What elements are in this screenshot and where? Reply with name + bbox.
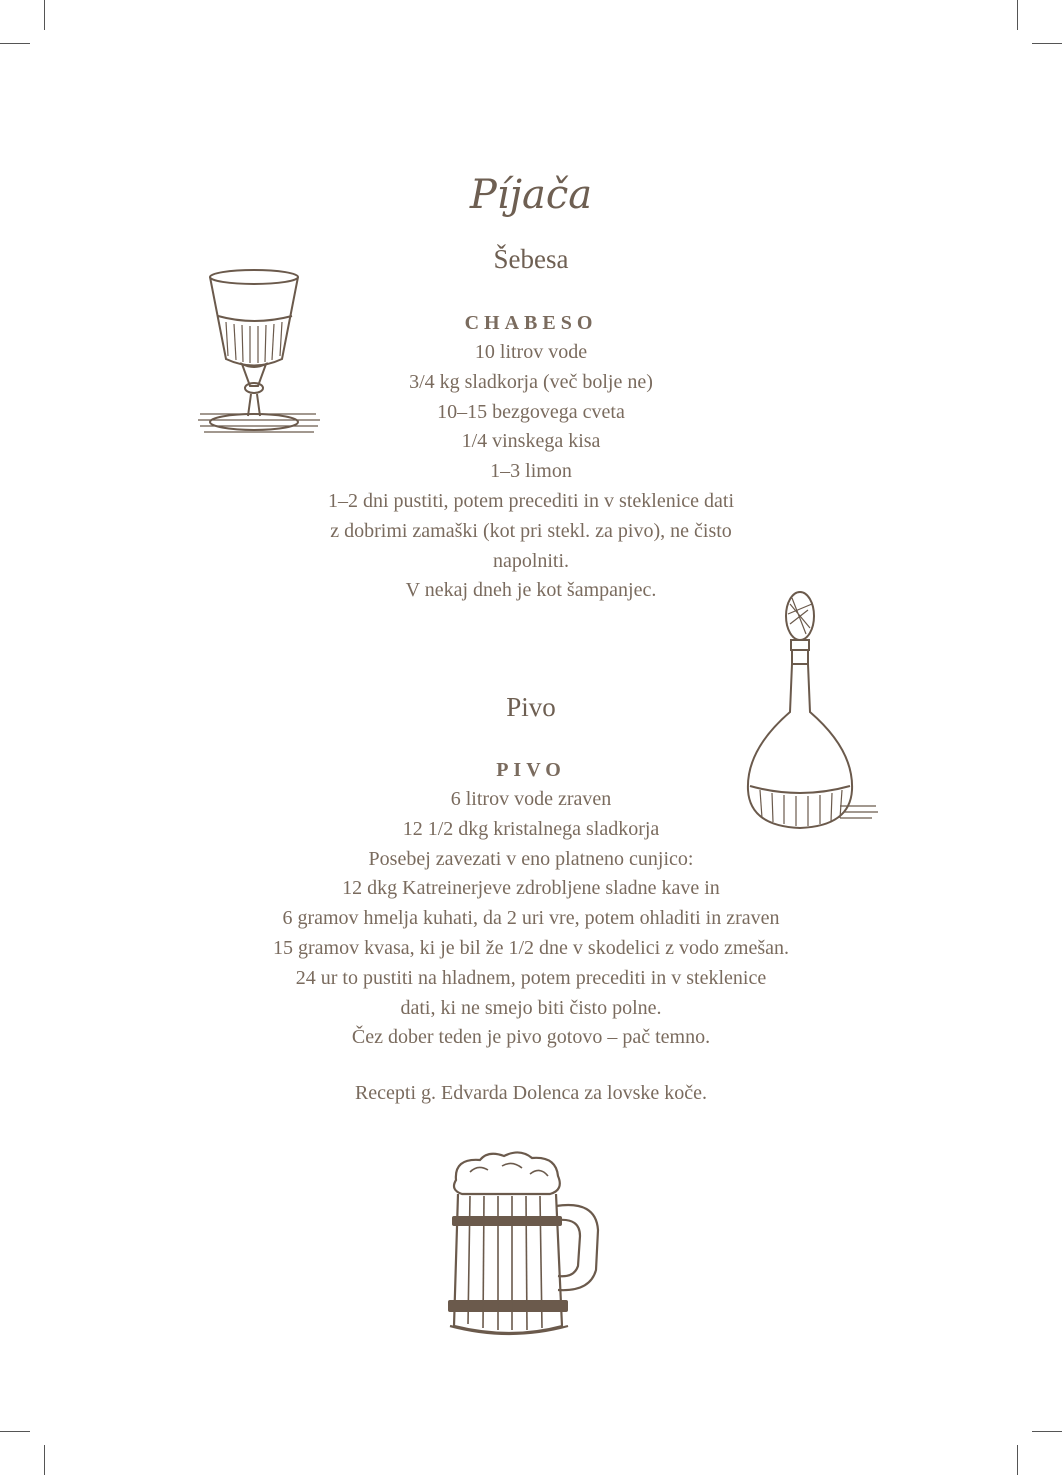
recipe-line: V nekaj dneh je kot šampanjec.: [405, 579, 657, 602]
recipe-line: 10 litrov vode: [474, 341, 588, 363]
recipe-line: 1/4 vinskega kisa: [461, 430, 601, 453]
recipe-line: Čez dober teden je pivo gotovo – pač temno.: [351, 1026, 711, 1049]
recipe-line: 12 1/2 dkg kristalnega sladkorja: [402, 817, 660, 840]
decanter-icon: [740, 590, 880, 835]
crop-mark: [1017, 0, 1018, 30]
recipe-name-chabeso: CHABESO: [464, 312, 598, 334]
recipe-line: 10–15 bezgovega cveta: [437, 400, 625, 423]
recipe-line: 6 litrov vode zraven: [450, 788, 612, 810]
crop-mark: [0, 1431, 30, 1432]
page-title: Píjača: [469, 172, 593, 218]
crop-mark: [1017, 1445, 1018, 1475]
recipe-line: 3/4 kg sladkorja (več bolje ne): [409, 370, 653, 393]
recipe-name-pivo: PIVO: [496, 759, 566, 781]
crop-mark: [1032, 43, 1062, 44]
recipe-lines-chabeso: [0, 338, 1062, 606]
crop-mark: [44, 0, 45, 30]
credit-line: Recepti g. Edvarda Dolenca za lovske koče.: [354, 1082, 708, 1104]
wine-glass-icon: [196, 264, 326, 442]
recipe-line: 6 gramov hmelja kuhati, da 2 uri vre, potem ohladiti in zraven: [282, 907, 780, 930]
recipe-line: 15 gramov kvasa, ki je bil že 1/2 dne v skodelici z vodo zmešan.: [273, 936, 789, 959]
beer-mug-icon: [440, 1150, 605, 1342]
recipe-line: 1–3 limon: [490, 460, 572, 483]
recipe-lines-pivo: [0, 785, 1062, 1053]
section-heading-pivo: Pivo: [506, 692, 556, 722]
recipe-line: z dobrimi zamaški (kot pri stekl. za pivo), ne čisto: [330, 519, 732, 542]
recipe-line: 12 dkg Katreinerjeve zdrobljene sladne kave in: [342, 877, 720, 900]
crop-mark: [0, 43, 30, 44]
crop-mark: [1032, 1431, 1062, 1432]
recipe-line: Posebej zavezati v eno platneno cunjico:: [368, 847, 694, 870]
recipe-line: 1–2 dni pustiti, potem precediti in v steklenice dati: [327, 489, 735, 512]
recipe-line: dati, ki ne smejo biti čisto polne.: [400, 996, 662, 1019]
crop-mark: [44, 1445, 45, 1475]
recipe-line: napolniti.: [492, 549, 570, 572]
recipe-line: 24 ur to pustiti na hladnem, potem precediti in v steklenice: [295, 966, 767, 989]
section-heading-sebesa: Šebesa: [493, 244, 569, 274]
